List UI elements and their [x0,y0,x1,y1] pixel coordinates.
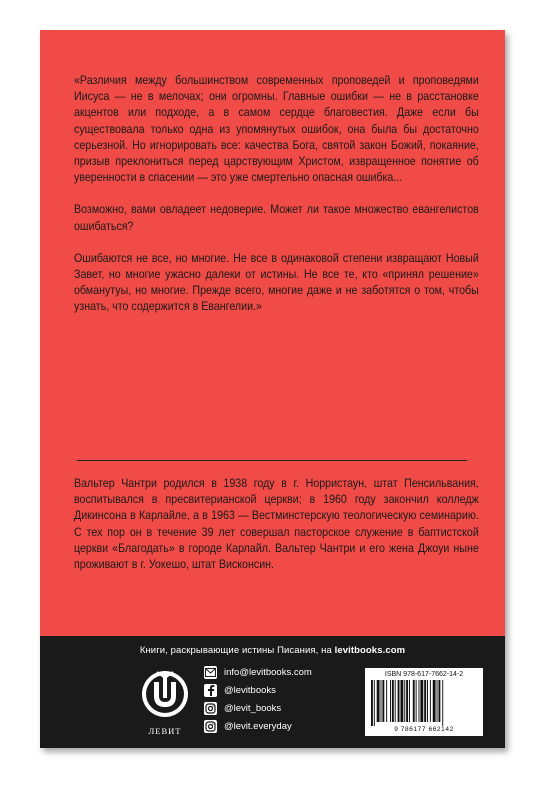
barcode-number: 9 786177 662142 [394,726,454,733]
quote-block [74,73,479,332]
contact-instagram-books[interactable] [204,699,354,717]
barcode-bar [400,680,403,722]
barcode-bar [398,680,400,722]
barcode-bar [382,680,384,722]
barcode-bar [430,680,431,722]
publisher-footer [40,636,505,748]
quote-paragraph-2: Возможно, вами овладеет недоверие. Может ли такое множество евангелистов ошибаться? [74,203,479,233]
barcode-bar [427,680,428,722]
facebook-icon [204,684,217,697]
barcode-bar [416,680,417,722]
contact-list [204,663,354,735]
tagline-site-link[interactable]: levitbooks.com [334,645,406,656]
isbn-text: ISBN 978-617-7662-14-2 [384,671,464,678]
barcode-bar [392,680,394,722]
barcode-bar [374,680,375,726]
contact-email-label: info@levitbooks.com [224,666,312,678]
logo-label: ЛЕВИТ [148,726,182,736]
levit-logo [135,666,195,741]
levit-logo-icon [135,666,195,726]
barcode-bar [371,680,373,726]
barcode-bar [386,680,387,722]
contact-instagram-everyday[interactable] [204,717,354,735]
barcode-bar [377,680,380,722]
quote-paragraph-1: «Различия между большинством современных проповедей и проповедями Иисуса — не в мелочах; они огромны. Главные ошибки — не в расстановке акцентов или подходе, а в самом сердце благовестия. Даже если бы существовала только одна из упомянутых ошибок, она была бы достаточно серьезной. Но игнорировать все: качества Бога, святой закон Божий, покаяние, призыв преклониться перед царствующим Христом, извращенное понятие об уверенности в спасении — это уже смертельно опасная ошибка... [74,74,479,185]
email-icon [204,666,217,679]
barcode-bar [390,680,391,722]
contact-email[interactable] [204,663,354,681]
author-bio [74,476,479,573]
back-cover [40,30,505,748]
author-bio-text: Вальтер Чантри родился в 1938 году в г. Норристаун, штат Пенсильвания, воспитывался в пресвитерианской церкви; в 1960 году закончил колледж Дикинсона в Карлайле, а в 1963 — Вестминстерскую теологическую семинарию. С тех пор он в течение 39 лет совершал пасторское служение в баптистской церкви «Благодать» в городе Карлайл. Вальтер Чантри и его жена Джоуи ныне проживают в г. Уокешо, штат Висконсин. [74,477,479,572]
contact-facebook-label: @levitbooks [224,684,276,696]
contact-instagram-books-label: @levit_books [224,702,282,714]
barcode-bar [442,680,443,726]
barcode-bar [433,680,436,722]
barcode-bar [419,680,420,722]
barcode-bar [404,680,405,722]
barcode-bar [406,680,408,722]
isbn-barcode [365,668,483,736]
barcode-bar [381,680,382,722]
quote-paragraph-3: Ошибаются не все, но многие. Не все в одинаковой степени извращают Новый Завет, но многие ужасно далеки от истины. Не все те, кто «принял решение» обманутуы, но многие. Прежде всего, многие даже и не заботятся о том, чтобы узнать, что содержится в Евангелии.» [74,251,479,314]
instagram-icon [204,702,217,715]
barcode-bar [395,680,396,722]
barcode-bar [438,680,440,722]
instagram-icon [204,720,217,733]
publisher-tagline [40,645,505,656]
barcode-bar [437,680,438,722]
barcode-bar [409,680,410,722]
contact-facebook[interactable] [204,681,354,699]
barcode-bar [424,680,426,722]
barcode-bar [420,680,423,722]
barcode-bars [370,680,478,726]
section-divider [77,460,467,461]
tagline-text: Книги, раскрывающие истины Писания, на [139,645,335,656]
barcode-bar [413,680,415,722]
contact-instagram-everyday-label: @levit.everyday [224,720,292,732]
